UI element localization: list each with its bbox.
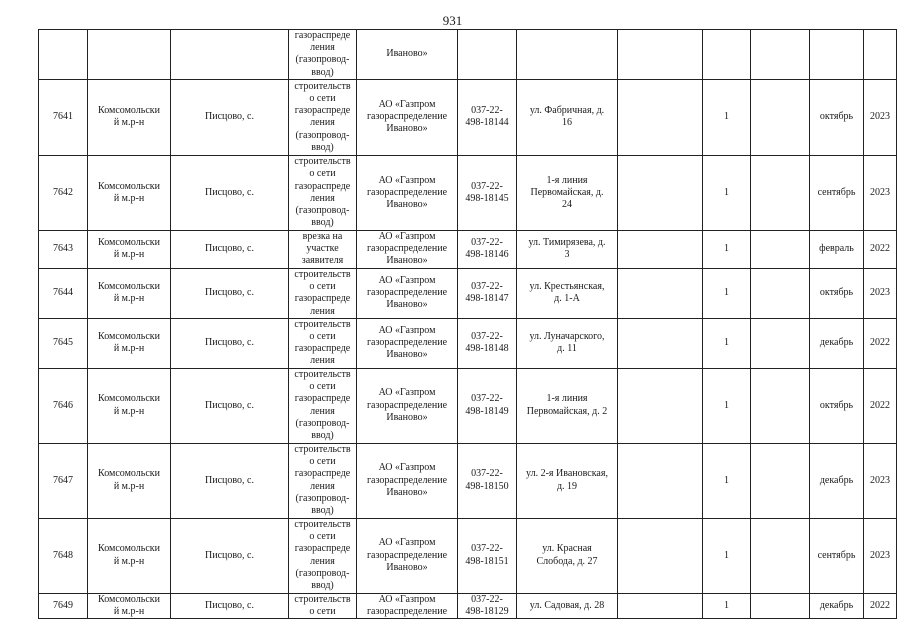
cell-work-type: строительств о сети газораспреде ления (газопровод- ввод) bbox=[289, 518, 357, 593]
cell-organization: АО «Газпром газораспределение Иваново» bbox=[357, 368, 458, 443]
cell-empty bbox=[751, 593, 810, 618]
cell-empty bbox=[751, 443, 810, 518]
cell-month: октябрь bbox=[810, 79, 864, 155]
cell-organization: АО «Газпром газораспределение Иваново» bbox=[357, 155, 458, 230]
cell-district bbox=[88, 30, 171, 80]
cell-empty bbox=[751, 268, 810, 318]
cell-id: 7647 bbox=[39, 443, 88, 518]
cell-month: сентябрь bbox=[810, 518, 864, 593]
cell-address: 1-я линия Первомайская, д. 2 bbox=[517, 368, 618, 443]
cell-id: 7642 bbox=[39, 155, 88, 230]
cell-organization: Иваново» bbox=[357, 30, 458, 80]
cell-organization: АО «Газпром газораспределение Иваново» bbox=[357, 318, 458, 368]
cell-district: Комсомольски й м.р-н bbox=[88, 318, 171, 368]
cell-quantity: 1 bbox=[703, 155, 751, 230]
cell-code: 037-22- 498-18148 bbox=[458, 318, 517, 368]
cell-code: 037-22- 498-18129 bbox=[458, 593, 517, 618]
cell-year: 2022 bbox=[864, 368, 897, 443]
table-row-continuation bbox=[39, 30, 897, 80]
cell-empty bbox=[618, 79, 703, 155]
cell-settlement: Писцово, с. bbox=[171, 155, 289, 230]
table-row bbox=[39, 593, 897, 618]
cell-address: ул. Луначарского, д. 11 bbox=[517, 318, 618, 368]
cell-address: ул. Садовая, д. 28 bbox=[517, 593, 618, 618]
cell-quantity: 1 bbox=[703, 443, 751, 518]
cell-settlement bbox=[171, 30, 289, 80]
cell-work-type: строительств о сети газораспреде ления (газопровод- ввод) bbox=[289, 368, 357, 443]
cell-district: Комсомольски й м.р-н bbox=[88, 79, 171, 155]
cell-year: 2022 bbox=[864, 230, 897, 268]
cell-code: 037-22- 498-18146 bbox=[458, 230, 517, 268]
cell-year: 2022 bbox=[864, 318, 897, 368]
cell-year: 2022 bbox=[864, 593, 897, 618]
cell-empty bbox=[618, 30, 703, 80]
cell-address: ул. Тимирязева, д. 3 bbox=[517, 230, 618, 268]
cell-empty bbox=[618, 593, 703, 618]
cell-empty bbox=[618, 230, 703, 268]
cell-address: ул. Фабричная, д. 16 bbox=[517, 79, 618, 155]
cell-organization: АО «Газпром газораспределение Иваново» bbox=[357, 230, 458, 268]
cell-address bbox=[517, 30, 618, 80]
cell-work-type: газораспреде ления (газопровод- ввод) bbox=[289, 30, 357, 80]
cell-year: 2023 bbox=[864, 155, 897, 230]
table-row bbox=[39, 268, 897, 318]
cell-district: Комсомольски й м.р-н bbox=[88, 518, 171, 593]
cell-month: декабрь bbox=[810, 443, 864, 518]
cell-quantity: 1 bbox=[703, 368, 751, 443]
cell-empty bbox=[751, 30, 810, 80]
cell-settlement: Писцово, с. bbox=[171, 593, 289, 618]
cell-month: октябрь bbox=[810, 368, 864, 443]
cell-month: сентябрь bbox=[810, 155, 864, 230]
cell-quantity bbox=[703, 30, 751, 80]
cell-empty bbox=[751, 79, 810, 155]
cell-work-type: строительств о сети газораспреде ления (газопровод- ввод) bbox=[289, 79, 357, 155]
cell-empty bbox=[618, 518, 703, 593]
cell-quantity: 1 bbox=[703, 230, 751, 268]
cell-work-type: строительств о сети газораспреде ления bbox=[289, 268, 357, 318]
cell-work-type: строительств о сети bbox=[289, 593, 357, 618]
cell-code bbox=[458, 30, 517, 80]
cell-district: Комсомольски й м.р-н bbox=[88, 593, 171, 618]
table-row bbox=[39, 79, 897, 155]
cell-work-type: строительств о сети газораспреде ления bbox=[289, 318, 357, 368]
cell-quantity: 1 bbox=[703, 518, 751, 593]
cell-quantity: 1 bbox=[703, 79, 751, 155]
cell-settlement: Писцово, с. bbox=[171, 368, 289, 443]
cell-empty bbox=[751, 368, 810, 443]
cell-empty bbox=[751, 230, 810, 268]
cell-work-type: строительств о сети газораспреде ления (газопровод- ввод) bbox=[289, 155, 357, 230]
cell-empty bbox=[618, 155, 703, 230]
cell-id: 7645 bbox=[39, 318, 88, 368]
cell-month: декабрь bbox=[810, 593, 864, 618]
cell-code: 037-22- 498-18147 bbox=[458, 268, 517, 318]
cell-district: Комсомольски й м.р-н bbox=[88, 268, 171, 318]
cell-organization: АО «Газпром газораспределение Иваново» bbox=[357, 443, 458, 518]
cell-id: 7646 bbox=[39, 368, 88, 443]
cell-empty bbox=[751, 318, 810, 368]
cell-settlement: Писцово, с. bbox=[171, 79, 289, 155]
cell-code: 037-22- 498-18144 bbox=[458, 79, 517, 155]
cell-empty bbox=[618, 268, 703, 318]
cell-code: 037-22- 498-18149 bbox=[458, 368, 517, 443]
cell-quantity: 1 bbox=[703, 268, 751, 318]
cell-year: 2023 bbox=[864, 518, 897, 593]
table-row bbox=[39, 368, 897, 443]
cell-month: февраль bbox=[810, 230, 864, 268]
cell-address: ул. Красная Слобода, д. 27 bbox=[517, 518, 618, 593]
cell-code: 037-22- 498-18151 bbox=[458, 518, 517, 593]
page-number: 931 bbox=[442, 13, 463, 28]
cell-empty bbox=[751, 518, 810, 593]
table-row bbox=[39, 230, 897, 268]
registry-table bbox=[38, 29, 897, 619]
cell-code: 037-22- 498-18150 bbox=[458, 443, 517, 518]
cell-address: 1-я линия Первомайская, д. 24 bbox=[517, 155, 618, 230]
cell-district: Комсомольски й м.р-н bbox=[88, 230, 171, 268]
cell-id: 7649 bbox=[39, 593, 88, 618]
cell-address: ул. 2-я Ивановская, д. 19 bbox=[517, 443, 618, 518]
cell-year: 2023 bbox=[864, 79, 897, 155]
cell-year: 2023 bbox=[864, 443, 897, 518]
cell-quantity: 1 bbox=[703, 593, 751, 618]
cell-empty bbox=[618, 318, 703, 368]
cell-district: Комсомольски й м.р-н bbox=[88, 155, 171, 230]
cell-id: 7648 bbox=[39, 518, 88, 593]
cell-organization: АО «Газпром газораспределение Иваново» bbox=[357, 518, 458, 593]
table-row bbox=[39, 518, 897, 593]
cell-organization: АО «Газпром газораспределение Иваново» bbox=[357, 79, 458, 155]
cell-id: 7643 bbox=[39, 230, 88, 268]
cell-month bbox=[810, 30, 864, 80]
cell-id bbox=[39, 30, 88, 80]
cell-work-type: врезка на участке заявителя bbox=[289, 230, 357, 268]
cell-code: 037-22- 498-18145 bbox=[458, 155, 517, 230]
cell-district: Комсомольски й м.р-н bbox=[88, 368, 171, 443]
cell-settlement: Писцово, с. bbox=[171, 518, 289, 593]
cell-settlement: Писцово, с. bbox=[171, 443, 289, 518]
cell-district: Комсомольски й м.р-н bbox=[88, 443, 171, 518]
cell-work-type: строительств о сети газораспреде ления (газопровод- ввод) bbox=[289, 443, 357, 518]
table-row bbox=[39, 443, 897, 518]
cell-empty bbox=[618, 368, 703, 443]
cell-settlement: Писцово, с. bbox=[171, 230, 289, 268]
cell-empty bbox=[751, 155, 810, 230]
cell-id: 7644 bbox=[39, 268, 88, 318]
table-body bbox=[39, 30, 897, 619]
cell-quantity: 1 bbox=[703, 318, 751, 368]
cell-organization: АО «Газпром газораспределение bbox=[357, 593, 458, 618]
cell-settlement: Писцово, с. bbox=[171, 318, 289, 368]
cell-year bbox=[864, 30, 897, 80]
cell-month: декабрь bbox=[810, 318, 864, 368]
table-row bbox=[39, 155, 897, 230]
cell-empty bbox=[618, 443, 703, 518]
table-row bbox=[39, 318, 897, 368]
cell-year: 2023 bbox=[864, 268, 897, 318]
cell-month: октябрь bbox=[810, 268, 864, 318]
cell-settlement: Писцово, с. bbox=[171, 268, 289, 318]
cell-id: 7641 bbox=[39, 79, 88, 155]
cell-organization: АО «Газпром газораспределение Иваново» bbox=[357, 268, 458, 318]
cell-address: ул. Крестьянская, д. 1-А bbox=[517, 268, 618, 318]
